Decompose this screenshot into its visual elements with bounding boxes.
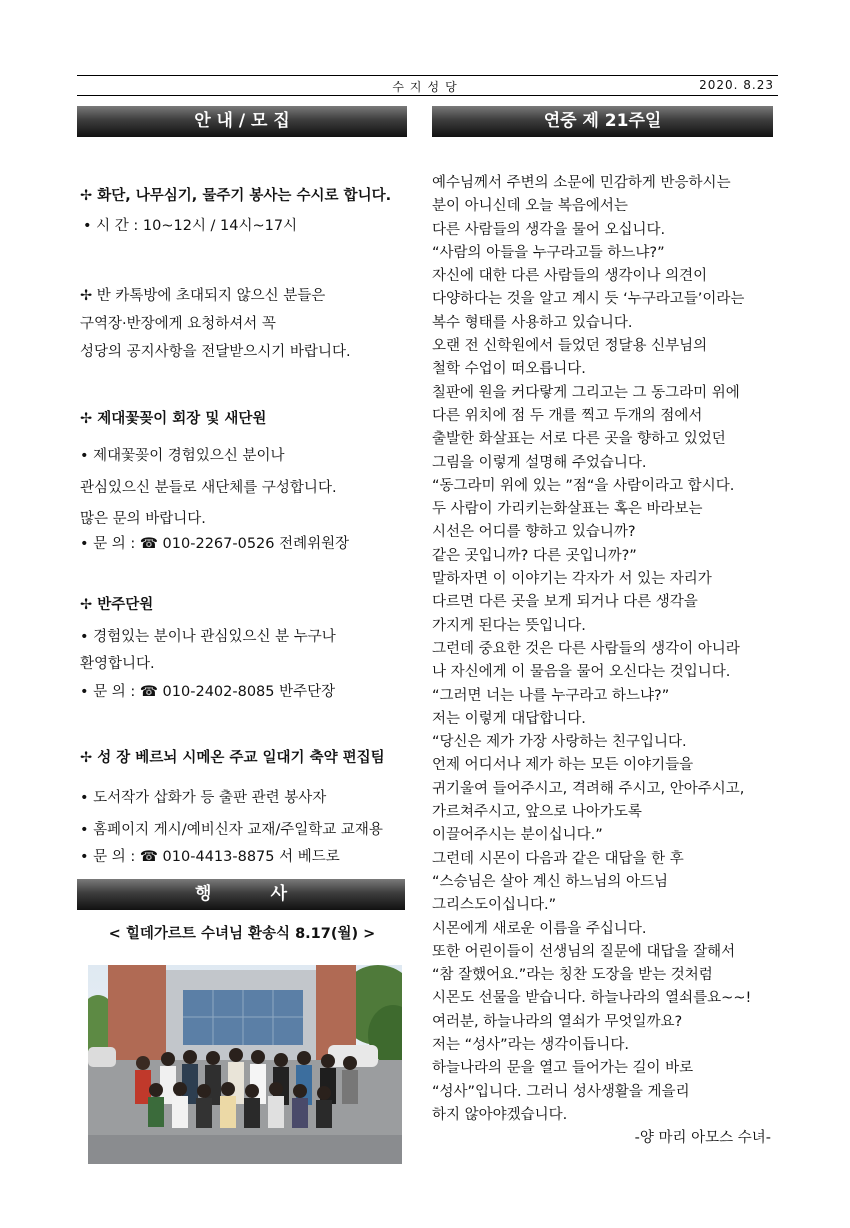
notice-bishop-heading: ✢ 성 장 베르뇌 시메온 주교 일대기 축약 편집팀 bbox=[80, 750, 385, 766]
homily-line: 가지게 된다는 뜻입니다. bbox=[432, 617, 586, 634]
homily-line: 칠판에 원을 커다랗게 그리고는 그 동그라미 위에 bbox=[432, 384, 740, 401]
notice-section-bar bbox=[77, 106, 407, 137]
notice-kakao-line2: 구역장·반장에게 요청하셔서 꼭 bbox=[80, 316, 276, 332]
homily-line: 시몬도 선물을 받습니다. 하늘나라의 열쇠를요~~! bbox=[432, 990, 752, 1007]
homily-signature: -양 마리 아모스 수녀- bbox=[634, 1130, 771, 1147]
event-caption: < 힐데가르트 수녀님 환송식 8.17(월) > bbox=[108, 926, 376, 942]
homily-line: 복수 형태를 사용하고 있습니다. bbox=[432, 314, 633, 331]
homily-line: “스승님은 살아 계신 하느님의 아드님 bbox=[432, 873, 669, 890]
homily-line: 또한 어린이들이 선생님의 질문에 대답을 잘해서 bbox=[432, 943, 736, 960]
homily-line: 철학 수업이 떠오릅니다. bbox=[432, 361, 586, 378]
notice-flower-contact: • 문 의 : ☎ 010-2267-0526 전례위원장 bbox=[80, 536, 350, 552]
notice-organ-contact: • 문 의 : ☎ 010-2402-8085 반주단장 bbox=[80, 684, 336, 700]
homily-line: 나 자신에게 이 물음을 물어 오신다는 것입니다. bbox=[432, 664, 731, 681]
homily-column bbox=[432, 172, 777, 1150]
homily-line: 그런데 시몬이 다음과 같은 대답을 한 후 bbox=[432, 850, 684, 867]
notice-garden-heading: ✢ 화단, 나무심기, 물주기 봉사는 수시로 합니다. bbox=[80, 188, 392, 204]
notice-organ-line1: • 경험있는 분이나 관심있으신 분 누구나 bbox=[80, 629, 336, 645]
notice-flower-line3: 많은 문의 바랍니다. bbox=[80, 511, 206, 527]
notice-kakao-line1: ✢ 반 카톡방에 초대되지 않으신 분들은 bbox=[80, 288, 326, 304]
homily-line: 말하자면 이 이야기는 각자가 서 있는 자리가 bbox=[432, 571, 712, 588]
page-header bbox=[77, 75, 778, 96]
homily-line: 두 사람이 가리키는화살표는 혹은 바라보는 bbox=[432, 501, 703, 518]
homily-line: 하지 않아야겠습니다. bbox=[432, 1106, 568, 1123]
homily-line: 시몬에게 새로운 이름을 주십니다. bbox=[432, 920, 647, 937]
homily-line: 그림을 이렇게 설명해 주었습니다. bbox=[432, 454, 647, 471]
homily-line: 언제 어디서나 제가 하는 모든 이야기들을 bbox=[432, 757, 694, 774]
homily-line: “당신은 제가 가장 사랑하는 친구입니다. bbox=[432, 734, 687, 751]
homily-line: 출발한 화살표는 서로 다른 곳을 향하고 있었던 bbox=[432, 431, 726, 448]
homily-line: 같은 곳입니까? 다른 곳입니까?” bbox=[432, 547, 637, 564]
homily-line: 다르면 다른 곳을 보게 되거나 다른 생각을 bbox=[432, 594, 698, 611]
bulletin-date: 2020. 8.23 bbox=[699, 78, 774, 92]
homily-line: 다양하다는 것을 알고 계시 듯 ‘누구라고들’이라는 bbox=[432, 291, 745, 308]
notice-bishop-contact: • 문 의 : ☎ 010-4413-8875 서 베드로 bbox=[80, 849, 340, 865]
parish-name: 수지성당 bbox=[392, 80, 463, 94]
notice-bishop-line2: • 홈페이지 게시/예비신자 교재/주일학교 교재용 bbox=[80, 822, 383, 838]
notice-kakao-line3: 성당의 공지사항을 전달받으시기 바랍니다. bbox=[80, 344, 351, 360]
homily-line: “그러면 너는 나를 누구라고 하느냐?” bbox=[432, 687, 670, 704]
homily-line: 그런데 중요한 것은 다른 사람들의 생각이 아니라 bbox=[432, 640, 740, 657]
sunday-section-bar bbox=[432, 106, 773, 137]
event-section-title: 행 사 bbox=[194, 884, 288, 904]
notice-organ-line2: 환영합니다. bbox=[80, 656, 155, 672]
notice-garden-time: • 시 간 : 10~12시 / 14시~17시 bbox=[83, 218, 298, 234]
farewell-group-photo bbox=[88, 965, 402, 1164]
notice-section-title: 안 내 / 모 집 bbox=[194, 111, 290, 131]
notice-bishop-line1: • 도서작가 삽화가 등 출판 관련 봉사자 bbox=[80, 790, 327, 806]
notice-organ-heading: ✢ 반주단원 bbox=[80, 597, 154, 613]
homily-line: 저는 “성사”라는 생각이듭니다. bbox=[432, 1036, 629, 1053]
homily-line: “성사”입니다. 그러니 성사생활을 게을리 bbox=[432, 1083, 690, 1100]
homily-line: 하늘나라의 문을 열고 들어가는 길이 바로 bbox=[432, 1060, 694, 1077]
homily-line: “동그라미 위에 있는 ”점“을 사람이라고 합시다. bbox=[432, 477, 735, 494]
homily-line: 오랜 전 신학원에서 들었던 정달용 신부님의 bbox=[432, 338, 708, 355]
notice-flower-heading: ✢ 제대꽃꽂이 회장 및 새단원 bbox=[80, 411, 267, 427]
homily-line: 저는 이렇게 대답합니다. bbox=[432, 710, 586, 727]
notice-flower-line1: • 제대꽃꽂이 경험있으신 분이나 bbox=[80, 448, 285, 464]
homily-line: 다른 사람들의 생각을 물어 오십니다. bbox=[432, 221, 666, 238]
homily-line: 이끌어주시는 분이십니다.” bbox=[432, 827, 603, 844]
homily-line: “사람의 아들을 누구라고들 하느냐?” bbox=[432, 244, 665, 261]
homily-line: 가르쳐주시고, 앞으로 나아가도록 bbox=[432, 804, 642, 821]
homily-line: 여러분, 하늘나라의 열쇠가 무엇일까요? bbox=[432, 1013, 683, 1030]
homily-line: 귀기울여 들어주시고, 격려해 주시고, 안아주시고, bbox=[432, 780, 745, 797]
notice-flower-line2: 관심있으신 분들로 새단체를 구성합니다. bbox=[80, 480, 337, 496]
homily-line: 그리스도이십니다.” bbox=[432, 897, 557, 914]
sunday-section-title: 연중 제 21주일 bbox=[543, 111, 662, 131]
event-section-bar bbox=[77, 879, 405, 910]
homily-line: 시선은 어디를 향하고 있습니까? bbox=[432, 524, 636, 541]
homily-line: “참 잘했어요.”라는 칭찬 도장을 받는 것처럼 bbox=[432, 967, 713, 984]
homily-line: 다른 위치에 점 두 개를 찍고 두개의 점에서 bbox=[432, 407, 703, 424]
homily-line: 자신에 대한 다른 사람들의 생각이나 의견이 bbox=[432, 268, 708, 285]
homily-line: 분이 아니신데 오늘 복음에서는 bbox=[432, 198, 628, 215]
homily-line: 예수님께서 주변의 소문에 민감하게 반응하시는 bbox=[432, 175, 731, 191]
